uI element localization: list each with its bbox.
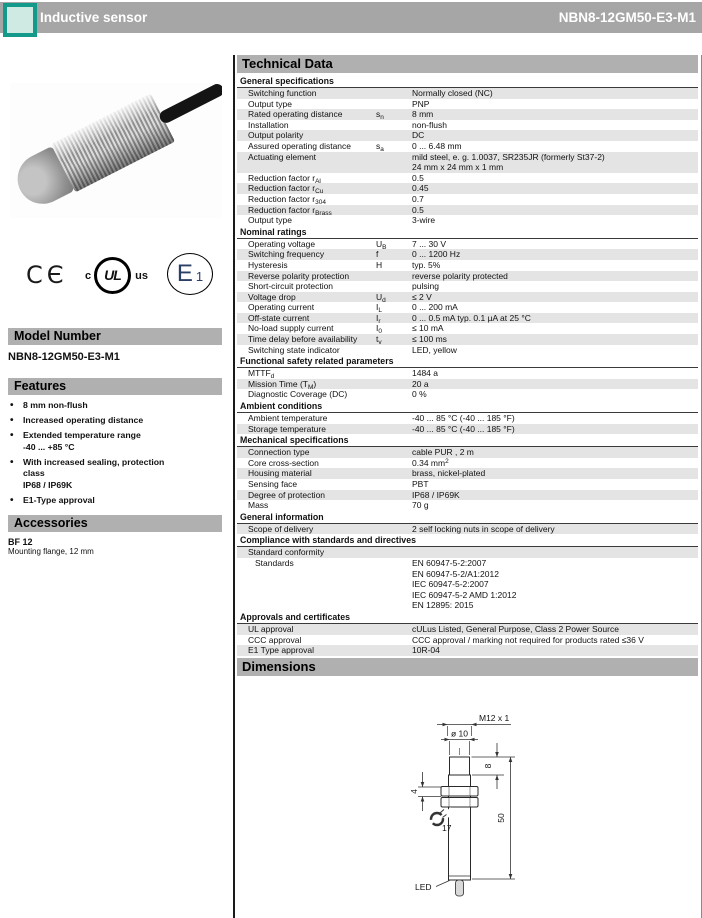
arrow [443,723,448,727]
tip-diameter-label: ø 10 [450,728,469,739]
accessories-list [8,537,94,557]
spec-value-line: 8 mm [412,109,434,120]
feature-line: • E1-Type approval [23,494,95,505]
spec-symbol [376,130,412,141]
spec-label: No-load supply current [248,323,334,334]
certification-marks [0,253,233,303]
spec-label: Switching state indicator [248,344,340,355]
spec-label: Output type [248,98,292,109]
sensor-tip-outline [450,757,470,775]
cable-stub [456,880,464,896]
feature-line: • 8 mm non-flush [23,400,88,410]
feature-item [8,495,224,507]
spec-value [412,389,698,400]
spec-label: Operating current [248,302,315,313]
spec-symbol: $U_B$ [376,238,387,251]
spec-value [412,413,698,424]
spec-value-line: 20 a [412,378,429,389]
ul-c-label: c [85,270,92,282]
product-photo [10,83,222,218]
spec-symbol [376,424,412,435]
spec-value-line: IP68 / IP69K [412,489,460,500]
washer-thickness-label: 4 [409,789,419,794]
spec-value-line: PBT [412,479,429,489]
spec-value [412,194,698,205]
spec-value-line: cable PUR , 2 m [412,447,474,458]
spec-value [412,490,698,501]
spec-value [412,368,698,379]
spec-row [237,479,698,490]
spec-row [237,558,698,611]
spec-value [412,379,698,390]
spec-symbol [376,271,412,282]
spec-row [237,88,698,99]
spec-label: Scope of delivery [248,523,314,534]
accessory-item [8,537,94,557]
ul-us-label: us [135,270,148,282]
spec-row [237,302,698,313]
spec-row [237,130,698,141]
spec-symbol [376,88,412,99]
model-number-value: NBN8-12GM50-E3-M1 [8,351,120,363]
spec-symbol [376,645,412,656]
accessories-heading: Accessories [8,515,222,532]
spec-row [237,635,698,646]
spec-label: Housing material [248,468,312,479]
spec-label: Degree of protection [248,489,326,500]
spec-value-line: brass, nickel-plated [412,468,486,479]
spec-label: Connection type [248,447,310,458]
led-label: LED [415,882,432,892]
arrow [421,797,425,802]
spec-value-line: IEC 60947-5-2:2007 [412,579,489,590]
nut-2 [441,798,478,808]
header-model-number: NBN8-12GM50-E3-M1 [558,10,696,25]
spec-value-line: 0 ... 0.5 mA typ. 0.1 µA at 25 °C [412,312,531,323]
tip-length-label: 8 [483,763,493,769]
spec-row [237,645,698,656]
spec-label: Actuating element [248,151,317,162]
spec-label: Reverse polarity protection [248,270,350,281]
spec-value [412,249,698,260]
spec-value [412,109,698,120]
spec-value [412,313,698,324]
spec-value [412,88,698,99]
spec-label: Rated operating distance [248,109,343,120]
section-title: Functional safety related parameters [237,355,698,368]
spec-value [412,302,698,313]
sensor-cable [157,83,222,125]
spec-label: Installation [248,119,289,130]
spec-value [412,239,698,250]
technical-data-heading: Technical Data [237,55,698,73]
section-title: Compliance with standards and directives [237,534,698,547]
spec-symbol [376,379,412,390]
spec-symbol [376,345,412,356]
spec-label: Voltage drop [248,291,296,302]
page-title: Inductive sensor [40,10,148,25]
spec-row [237,152,698,173]
spec-label: Assured operating distance [248,140,352,151]
spec-value [412,458,698,469]
spec-label: Standard conformity [248,547,325,558]
spec-row [237,205,698,216]
spec-value-line: LED, yellow [412,344,457,355]
dimension-drawing-svg [235,675,701,918]
spec-value-line: 0.7 [412,193,424,204]
spec-value-line: 0 ... 1200 Hz [412,249,461,260]
spec-symbol [376,479,412,490]
spec-row [237,260,698,271]
model-number-heading: Model Number [8,328,222,345]
nut-1 [441,787,478,797]
spec-row [237,413,698,424]
spec-value-line: 10R-04 [412,645,440,656]
arrow [509,874,513,879]
spec-row [237,194,698,205]
spec-label: Output polarity [248,130,304,141]
spec-symbol [376,152,412,173]
section-title: General information [237,511,698,524]
spec-symbol [376,468,412,479]
thread-size-label: M12 x 1 [479,713,510,723]
feature-line: class [23,468,45,478]
spec-value-line: 0.5 [412,172,424,183]
section-title: Ambient conditions [237,400,698,413]
feature-item [8,457,224,492]
spec-symbol [376,490,412,501]
spec-symbol [376,281,412,292]
spec-value-line: ≤ 10 mA [412,323,444,334]
spec-label: Mass [248,500,269,511]
spec-symbol [376,458,412,469]
feature-line: • Extended temperature range [23,430,141,440]
arrow [470,738,475,742]
spec-row [237,458,698,469]
feature-item [8,430,224,453]
spec-value-line: pulsing [412,281,439,292]
spec-value [412,524,698,535]
feature-item [8,415,224,427]
feature-line: -40 ... +85 °C [23,441,75,452]
spec-value-line: non-flush [412,119,447,130]
spec-label: Switching function [248,88,317,98]
spec-symbol [376,524,412,535]
spec-row [237,173,698,184]
spec-row [237,323,698,334]
spec-label: Operating voltage [248,238,316,249]
spec-value [412,260,698,271]
spec-value-line: 1484 a [412,368,438,379]
spec-value-line: Normally closed (NC) [412,88,493,98]
spec-symbol [376,500,412,511]
spec-symbol [376,183,412,194]
spec-value-line: 70 g [412,500,429,511]
spec-value [412,152,698,173]
spec-symbol: $s_n$ [376,109,384,122]
spec-value-line: 0 % [412,389,427,400]
ce-mark-icon: CЄ [26,261,68,289]
spec-symbol [376,413,412,424]
spec-label: Reduction factor $r_{304}$ [248,193,326,206]
spec-value [412,468,698,479]
feature-line: • Increased operating distance [23,415,144,425]
spec-label: Diagnostic Coverage (DC) [248,389,348,400]
spec-label: Standards [255,557,294,568]
spec-value-line: EN 60947-5-2:2007 [412,557,487,568]
e1-mark-icon [167,253,213,295]
spec-value [412,120,698,131]
spec-symbol: f [376,249,379,260]
spec-label: E1 Type approval [248,645,314,656]
spec-row [237,120,698,131]
spec-row [237,183,698,194]
arrow [509,757,513,762]
spec-symbol [376,558,412,611]
spec-symbol [376,215,412,226]
spec-label: Reduction factor $r_{Cu}$ [248,183,324,196]
page-header [0,2,702,33]
sensor-threaded-body [51,93,175,192]
arrow [472,723,477,727]
accessory-description: Mounting flange, 12 mm [8,547,94,556]
led-leader-line [436,881,450,887]
spec-value [412,292,698,303]
dimensions-heading: Dimensions [237,658,698,676]
right-column [233,55,702,918]
sensor-image [10,83,222,214]
spec-value-line: reverse polarity protected [412,270,508,281]
spec-value-line: -40 ... 85 °C (-40 ... 185 °F) [412,423,515,434]
spec-value [412,130,698,141]
spec-symbol: $I_r$ [376,312,381,325]
spec-row [237,624,698,635]
spec-label: Reduction factor $r_{Al}$ [248,172,321,185]
left-column [0,55,233,918]
e1-number: 1 [195,269,204,284]
spec-value-line: 0.45 [412,183,429,194]
spec-subheader-row [237,547,698,558]
spec-symbol: $I_0$ [376,323,382,336]
spec-value [412,500,698,511]
spec-symbol [376,173,412,184]
spec-row [237,524,698,535]
spec-value [412,645,698,656]
spec-value [412,558,698,611]
spec-label: Storage temperature [248,423,326,434]
spec-label: Ambient temperature [248,413,328,424]
spec-value [412,281,698,292]
spec-value-line: ≤ 2 V [412,291,432,302]
feature-line: • With increased sealing, protection [23,456,165,467]
spec-symbol [376,389,412,400]
spec-value [412,99,698,110]
spec-value [412,479,698,490]
spec-row [237,490,698,501]
ul-circle: UL [94,257,131,294]
spec-row [237,313,698,324]
spec-row [237,239,698,250]
spec-value [412,215,698,226]
spec-row [237,292,698,303]
spec-value [412,183,698,194]
spec-value-line: cULus Listed, General Purpose, Class 2 Power Source [412,623,619,634]
spec-value-line: -40 ... 85 °C (-40 ... 185 °F) [412,413,515,424]
spec-row [237,249,698,260]
spec-value [412,635,698,646]
section-title: General specifications [237,75,698,88]
spec-value-line: 2 self locking nuts in scope of delivery [412,523,555,534]
spec-value-line: 3-wire [412,215,436,226]
spec-value [412,334,698,345]
spec-value-line: PNP [412,98,430,109]
spec-symbol [376,120,412,131]
feature-line: IP68 / IP69K [23,479,73,490]
spec-row [237,368,698,379]
spec-row [237,345,698,356]
section-title: Nominal ratings [237,226,698,239]
spec-label: Core cross-section [248,457,319,468]
spec-label: CCC approval [248,634,302,645]
spec-value-line: ≤ 100 ms [412,334,447,345]
spec-label: Switching frequency [248,249,325,260]
spec-value-line: EN 60947-5-2/A1:2012 [412,568,499,579]
arrow [495,775,499,780]
spec-value-line: 0.5 [412,204,424,215]
spec-row [237,334,698,345]
spec-value [412,141,698,152]
housing-length-label: 50 [496,813,506,823]
spec-symbol: $t_v$ [376,334,382,347]
technical-data-table [237,75,698,656]
spec-value [412,624,698,635]
features-heading: Features [8,378,222,395]
spec-value [412,323,698,334]
spec-row [237,271,698,282]
spec-value-line: typ. 5% [412,259,441,270]
spec-row [237,215,698,226]
spec-label: Output type [248,215,292,226]
spec-symbol [376,624,412,635]
spec-value-line: 7 ... 30 V [412,238,447,249]
spec-value-line: DC [412,130,425,141]
spec-row [237,141,698,152]
spec-row [237,500,698,511]
spec-value-line: 0.34 $mm^2$ [412,457,449,468]
spec-value [412,205,698,216]
spec-row [237,468,698,479]
spec-symbol: $U_d$ [376,291,386,304]
spec-label: Reduction factor $r_{Brass}$ [248,204,332,217]
spec-symbol [376,635,412,646]
wrench-size-label: 17 [442,823,452,833]
spec-value [412,345,698,356]
spec-symbol [376,194,412,205]
spec-value [412,173,698,184]
spec-label: Short-circuit protection [248,281,334,292]
dimension-drawing [235,675,701,918]
arrow [495,752,499,757]
spec-value-line: mild steel, e. g. 1.0037, SR235JR (formerly St37-2) [412,151,605,162]
arrow [445,738,450,742]
spec-symbol [376,205,412,216]
spec-symbol: $I_L$ [376,302,382,315]
spec-label: $MTTF_d$ [248,368,275,381]
features-list [8,400,224,510]
spec-label: Sensing face [248,479,298,489]
spec-symbol: $s_a$ [376,140,384,153]
spec-value-line: IEC 60947-5-2 AMD 1:2012 [412,589,517,600]
accessory-name: BF 12 [8,537,33,547]
spec-value [412,447,698,458]
section-title: Approvals and certificates [237,611,698,624]
spec-row [237,109,698,120]
spec-row [237,281,698,292]
spec-value [412,424,698,435]
spec-label: UL approval [248,623,294,634]
spec-label: Time delay before availability [248,334,358,345]
spec-row [237,424,698,435]
spec-symbol: H [376,259,383,270]
spec-value-line: 24 mm x 24 mm x 1 mm [412,162,504,173]
spec-value-line: CCC approval / marking not required for products rated ≤36 V [412,634,644,645]
spec-value-line: 0 ... 6.48 mm [412,140,462,151]
spec-row [237,99,698,110]
spec-value-line: 0 ... 200 mA [412,302,458,313]
spec-row [237,447,698,458]
spec-symbol [376,447,412,458]
spec-row [237,389,698,400]
spec-value-line: EN 12895: 2015 [412,600,474,611]
spec-label: Hysteresis [248,259,288,270]
arrow [421,782,425,787]
spec-label: Mission Time $(T_M)$ [248,378,317,391]
e1-letter: E [176,260,193,287]
spec-value [412,271,698,282]
section-title: Mechanical specifications [237,434,698,447]
spec-symbol [376,99,412,110]
feature-item [8,400,224,412]
spec-symbol [376,368,412,379]
brand-logo-icon [3,3,37,37]
spec-row [237,379,698,390]
spec-label: Off-state current [248,312,310,323]
ul-mark-icon [85,257,148,294]
